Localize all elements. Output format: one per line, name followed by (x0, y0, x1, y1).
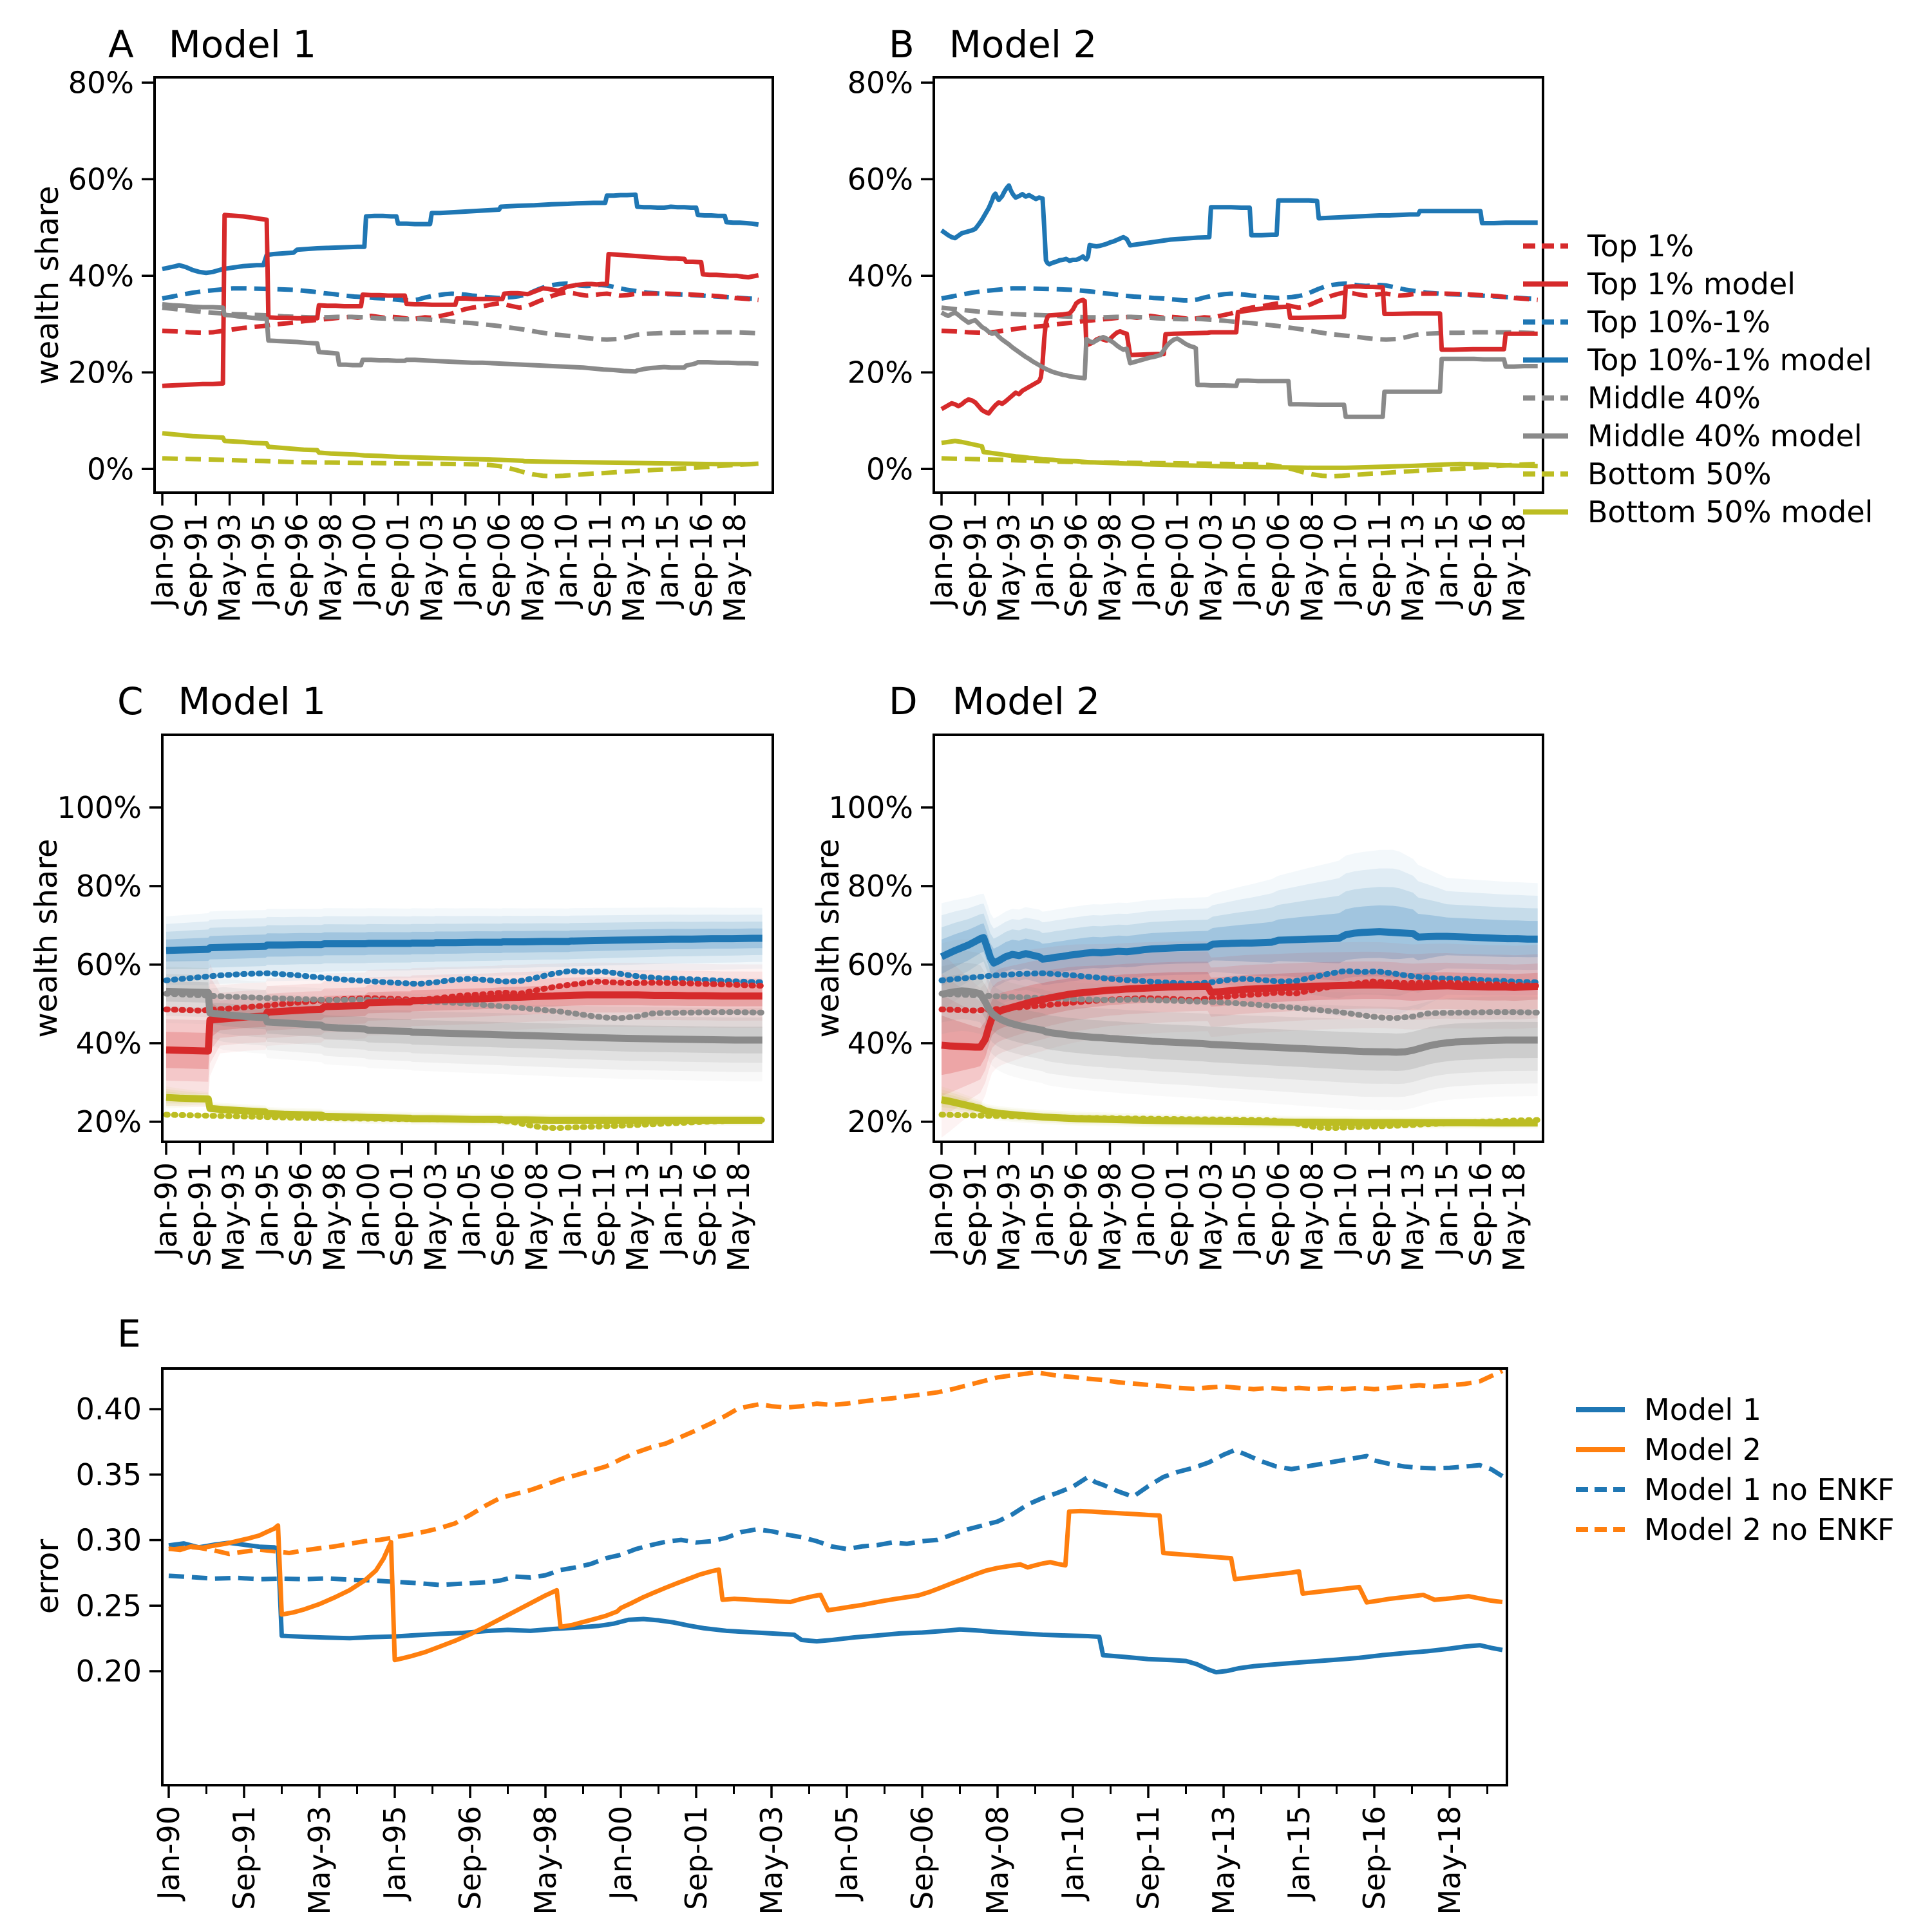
legend-label: Model 1 (1644, 1392, 1762, 1427)
x-tick-label: Jan-95 (1025, 1162, 1060, 1257)
x-tick-label: May-93 (302, 1806, 337, 1915)
x-tick-label: Jan-05 (451, 1162, 487, 1257)
panel-a-ylabel: wealth share (30, 185, 66, 385)
legend-item-model2-no-enkf (1575, 1510, 1895, 1549)
x-tick-label: Sep-96 (283, 1162, 319, 1267)
panel-c-ylabel: wealth share (28, 838, 64, 1038)
legend-item-model2 (1575, 1430, 1895, 1470)
legend-swatch-top1 (1522, 242, 1569, 250)
panel-d-title-row (889, 680, 1100, 723)
x-tick-label: May-08 (1294, 1162, 1330, 1272)
legend-label: Middle 40% model (1587, 418, 1862, 453)
panel-a (68, 65, 773, 622)
series-d_mid40-line (162, 308, 759, 340)
x-tick-label: Sep-01 (679, 1806, 714, 1910)
x-tick-label: Jan-95 (249, 1162, 285, 1257)
x-tick-label: Sep-96 (453, 1806, 488, 1910)
series-b_top1-line (942, 287, 1538, 413)
panel-e (76, 1368, 1507, 1915)
legend-item-middle40-model (1522, 417, 1873, 455)
legend-item-model1-no-enkf (1575, 1470, 1895, 1510)
legend-item-bottom50 (1522, 455, 1873, 493)
x-tick-label: Jan-10 (549, 513, 584, 608)
x-tick-label: Jan-15 (1429, 1162, 1464, 1257)
panel-e-letter: E (117, 1312, 141, 1356)
panel-b-title-row (889, 23, 1097, 66)
x-tick-label: Sep-96 (1059, 513, 1094, 618)
x-tick-label: May-08 (519, 1162, 554, 1272)
x-tick-label: Jan-00 (1126, 513, 1161, 608)
x-tick-label: Jan-05 (1227, 1162, 1262, 1257)
x-tick-label: Sep-16 (1463, 1162, 1498, 1267)
legend-swatch-top1-model (1522, 280, 1569, 288)
x-tick-label: Sep-91 (227, 1806, 261, 1910)
x-tick-label: Sep-01 (384, 1162, 420, 1267)
y-tick-label: 0.40 (75, 1392, 142, 1427)
x-tick-label: May-18 (717, 513, 753, 623)
y-tick-label: 80% (847, 868, 913, 904)
x-tick-label: Jan-15 (1429, 513, 1464, 608)
x-tick-label: Sep-01 (1160, 513, 1195, 618)
series-a_mid40-line (162, 305, 759, 372)
x-tick-label: May-13 (1396, 513, 1431, 623)
legend-swatch-middle40 (1522, 394, 1569, 402)
legend-error-models (1575, 1390, 1895, 1549)
x-tick-label: May-93 (212, 513, 247, 623)
x-tick-label: Jan-00 (346, 513, 382, 608)
x-tick-label: May-18 (1432, 1806, 1467, 1915)
x-tick-label: May-18 (1497, 1162, 1532, 1272)
y-tick-label: 40% (68, 258, 134, 294)
y-tick-label: 0% (866, 451, 913, 487)
x-tick-label: Sep-11 (586, 1162, 621, 1267)
y-tick-label: 80% (75, 868, 142, 904)
panel-b-title: Model 2 (949, 23, 1097, 66)
axes-frame-a (155, 77, 773, 493)
panel-d-title: Model 2 (952, 679, 1101, 723)
y-tick-label: 60% (847, 162, 913, 197)
legend-swatch-model1 (1575, 1406, 1626, 1414)
legend-label: Middle 40% (1587, 380, 1761, 415)
x-tick-label: Jan-10 (553, 1162, 588, 1257)
legend-swatch-model2 (1575, 1446, 1626, 1454)
panel-e-ylabel: error (30, 1539, 66, 1615)
x-tick-label: May-13 (1206, 1806, 1241, 1915)
x-tick-label: Jan-10 (1328, 513, 1363, 608)
x-tick-label: Jan-95 (245, 513, 281, 608)
x-tick-label: May-03 (418, 1162, 453, 1272)
x-tick-label: May-03 (1193, 513, 1229, 623)
legend-label: Model 1 no ENKF (1644, 1472, 1895, 1507)
y-tick-label: 0% (87, 451, 134, 487)
panel-b-letter: B (889, 23, 914, 66)
series-b_bot50-line (942, 441, 1538, 468)
x-tick-label: Jan-05 (1227, 513, 1262, 608)
x-tick-label: May-98 (317, 1162, 352, 1272)
x-tick-label: Sep-11 (582, 513, 618, 618)
panel-d-ylabel: wealth share (810, 838, 846, 1038)
y-tick-label: 80% (847, 65, 913, 100)
legend-item-bottom50-model (1522, 493, 1873, 531)
y-tick-label: 60% (847, 947, 913, 982)
legend-item-middle40 (1522, 379, 1873, 417)
y-tick-label: 0.25 (75, 1588, 142, 1624)
x-tick-label: Jan-15 (654, 1162, 689, 1257)
x-tick-label: May-93 (216, 1162, 251, 1272)
panel-a-title-row (108, 23, 316, 66)
y-tick-label: 0.35 (75, 1457, 142, 1492)
series-b_top10-line (942, 185, 1538, 264)
x-tick-label: Sep-16 (1463, 513, 1498, 618)
series-b_mid40-line (942, 312, 1538, 417)
y-tick-label: 40% (847, 258, 913, 294)
panel-c-title-row (117, 680, 326, 723)
x-tick-label: May-03 (414, 513, 450, 623)
panel-b (848, 65, 1543, 622)
x-tick-label: Jan-95 (1025, 513, 1060, 608)
x-tick-label: Sep-96 (1059, 1162, 1094, 1267)
panel-e-title-row (117, 1312, 141, 1356)
x-tick-label: Jan-10 (1328, 1162, 1363, 1257)
panel-d-letter: D (889, 679, 918, 723)
legend-item-model1 (1575, 1390, 1895, 1430)
x-tick-label: Jan-15 (650, 513, 685, 608)
x-tick-label: Sep-11 (1361, 513, 1397, 618)
x-tick-label: Jan-90 (151, 1806, 186, 1900)
x-tick-label: Jan-10 (1056, 1806, 1090, 1900)
legend-label: Top 1% (1587, 228, 1694, 263)
legend-label: Bottom 50% model (1587, 494, 1873, 529)
series-e_m2ne-line (169, 1371, 1502, 1554)
x-tick-label: Jan-90 (149, 1162, 184, 1257)
x-tick-label: Sep-11 (1361, 1162, 1397, 1267)
x-tick-label: Jan-90 (145, 513, 180, 608)
series-a_top10-line (162, 194, 759, 273)
x-tick-label: Sep-11 (1131, 1806, 1166, 1910)
x-tick-label: Jan-95 (377, 1806, 412, 1900)
y-tick-label: 60% (75, 947, 142, 982)
legend-swatch-top10-model (1522, 356, 1569, 364)
legend-wealth-shares (1522, 227, 1873, 531)
legend-label: Model 2 no ENKF (1644, 1512, 1895, 1547)
legend-item-top1-model (1522, 265, 1873, 303)
x-tick-label: May-98 (1092, 513, 1128, 623)
x-tick-label: Sep-96 (279, 513, 315, 618)
legend-swatch-middle40-model (1522, 432, 1569, 440)
y-tick-label: 20% (847, 1104, 913, 1139)
x-tick-label: Sep-06 (1261, 513, 1296, 618)
x-tick-label: May-98 (313, 513, 348, 623)
y-tick-label: 80% (68, 65, 134, 100)
x-tick-label: Jan-90 (924, 513, 959, 608)
x-tick-label: Jan-05 (829, 1806, 864, 1900)
y-tick-label: 100% (57, 790, 142, 825)
legend-label: Bottom 50% (1587, 456, 1772, 491)
x-tick-label: Sep-16 (1357, 1806, 1392, 1910)
x-tick-label: Sep-06 (486, 1162, 520, 1267)
y-tick-label: 0.20 (75, 1653, 142, 1689)
x-tick-label: Jan-05 (448, 513, 483, 608)
x-tick-label: Sep-06 (482, 513, 516, 618)
x-tick-label: May-18 (1497, 513, 1532, 623)
x-tick-label: May-03 (1193, 1162, 1229, 1272)
series-a_bot50-line (162, 433, 759, 464)
legend-swatch-bottom50 (1522, 470, 1569, 478)
y-tick-label: 20% (75, 1104, 142, 1139)
x-tick-label: Sep-91 (958, 513, 993, 618)
panel-a-title: Model 1 (168, 23, 317, 66)
series-e_m1ne-line (169, 1450, 1502, 1586)
legend-item-top10-model (1522, 341, 1873, 379)
legend-swatch-model2-no-enkf (1575, 1526, 1626, 1533)
x-tick-label: Sep-06 (905, 1806, 940, 1910)
x-tick-label: May-93 (991, 1162, 1027, 1272)
series-d_bot50-line (162, 459, 759, 477)
legend-label: Top 10%-1% (1587, 304, 1771, 339)
y-tick-label: 60% (68, 162, 134, 197)
legend-swatch-model1-no-enkf (1575, 1486, 1626, 1493)
panel-c-title: Model 1 (178, 679, 326, 723)
x-tick-label: Sep-91 (958, 1162, 993, 1267)
y-tick-label: 0.30 (75, 1522, 142, 1558)
x-tick-label: May-08 (980, 1806, 1015, 1915)
x-tick-label: Sep-16 (687, 1162, 723, 1267)
x-tick-label: May-18 (721, 1162, 757, 1272)
axes-frame-b (934, 77, 1543, 493)
legend-swatch-top10 (1522, 318, 1569, 326)
x-tick-label: Sep-01 (381, 513, 416, 618)
x-tick-label: Sep-16 (683, 513, 719, 618)
legend-label: Top 1% model (1587, 266, 1796, 301)
legend-label: Top 10%-1% model (1587, 342, 1872, 377)
x-tick-label: May-98 (528, 1806, 563, 1915)
x-tick-label: Sep-91 (182, 1162, 218, 1267)
x-tick-label: Jan-15 (1282, 1806, 1316, 1900)
x-tick-label: Sep-01 (1160, 1162, 1195, 1267)
x-tick-label: May-08 (515, 513, 551, 623)
legend-label: Model 2 (1644, 1432, 1762, 1467)
axes-frame-e (162, 1368, 1507, 1785)
legend-swatch-bottom50-model (1522, 508, 1569, 516)
x-tick-label: Jan-00 (350, 1162, 386, 1257)
x-tick-label: May-03 (754, 1806, 789, 1915)
panel-d (828, 735, 1543, 1271)
x-tick-label: May-13 (1396, 1162, 1431, 1272)
x-tick-label: Jan-00 (603, 1806, 638, 1900)
y-tick-label: 20% (68, 355, 134, 390)
x-tick-label: May-13 (620, 1162, 656, 1272)
y-tick-label: 100% (828, 790, 913, 825)
panel-a-letter: A (108, 23, 134, 66)
y-tick-label: 20% (847, 355, 913, 390)
x-tick-label: May-08 (1294, 513, 1330, 623)
x-tick-label: Jan-00 (1126, 1162, 1161, 1257)
x-tick-label: Jan-90 (924, 1162, 959, 1257)
x-tick-label: May-98 (1092, 1162, 1128, 1272)
y-tick-label: 40% (847, 1025, 913, 1061)
legend-item-top10 (1522, 303, 1873, 341)
panel-c-letter: C (117, 679, 144, 723)
x-tick-label: May-13 (616, 513, 652, 623)
legend-item-top1 (1522, 227, 1873, 265)
x-tick-label: Sep-06 (1261, 1162, 1296, 1267)
x-tick-label: May-93 (991, 513, 1027, 623)
panel-c (57, 735, 773, 1271)
y-tick-label: 40% (75, 1025, 142, 1061)
x-tick-label: Sep-91 (178, 513, 214, 618)
